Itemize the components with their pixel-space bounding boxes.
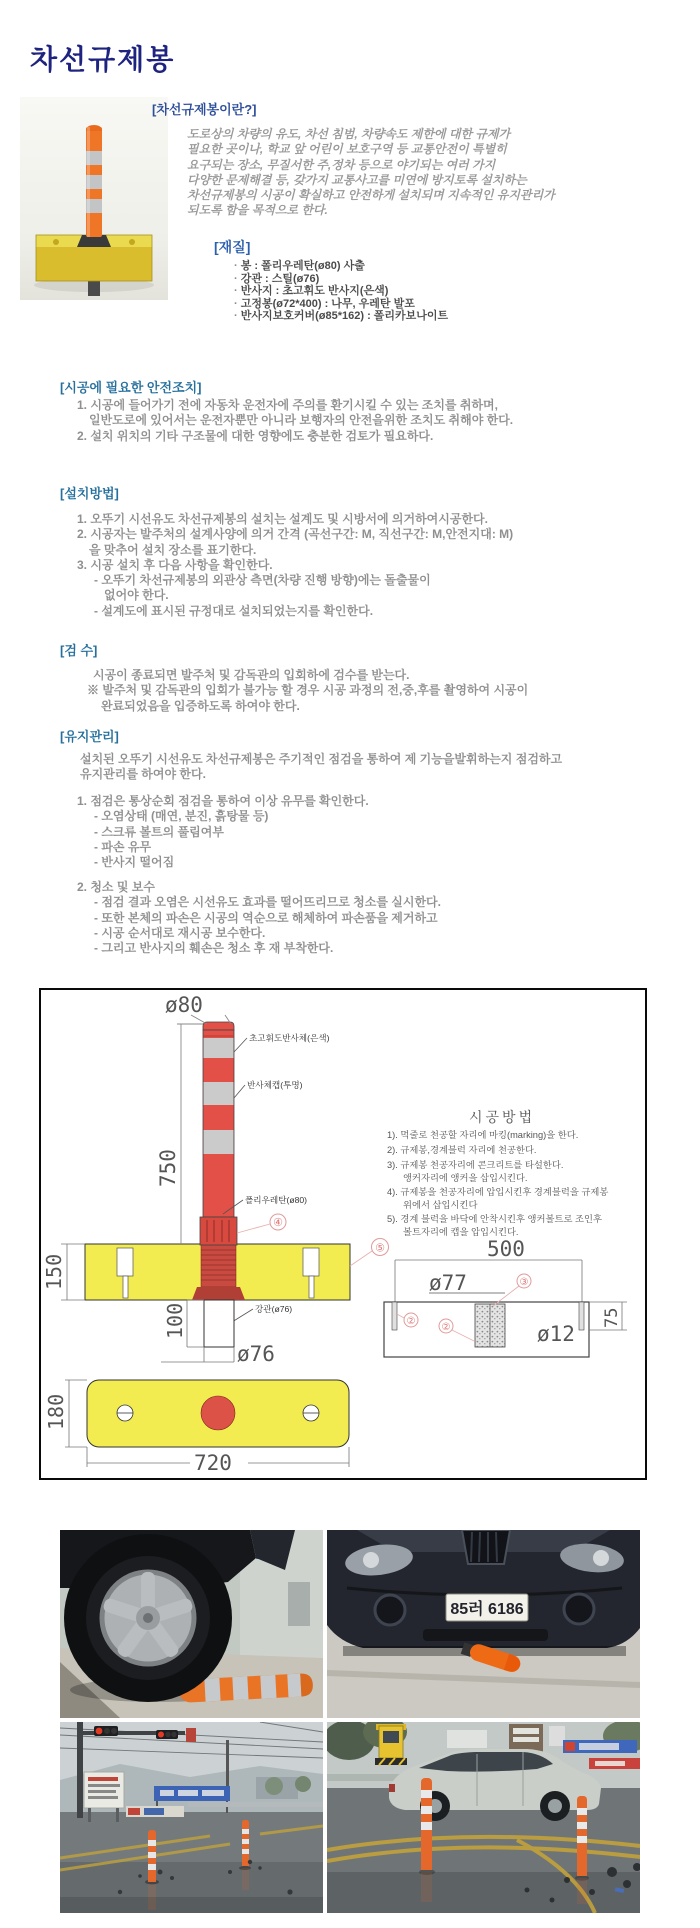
dim-180 [65,1380,87,1447]
label-cap: 반사체캡(투명) [247,1080,303,1090]
text-line: 3. 시공 설치 후 다음 사항을 확인한다. [77,557,273,572]
text-line: - 그리고 반사지의 훼손은 청소 후 재 부착한다. [94,941,334,956]
text-line: 되도록 함을 목적으로 한다. [187,203,328,218]
svg-text:③: ③ [519,1277,529,1288]
text-line: 시공이 종료되면 발주처 및 감독관의 입회하에 검수를 받는다. [93,668,410,682]
grille [462,1530,510,1564]
photo-rainy-road-car [327,1722,640,1913]
maintenance-check-list [77,794,369,870]
text-line: 2. 청소 및 보수 [77,880,155,894]
text-line: ※ 발주처 및 감독관의 입회가 불가능 할 경우 시공 과정의 전,중,후를 촬영하여 시공이 [87,683,529,698]
safety-list [77,398,513,444]
text-line: - 파손 유무 [94,839,152,854]
svg-text:⑤: ⑤ [375,1242,385,1255]
label-urethane: 폴리우레탄(ø80) [245,1195,308,1205]
license-plate-number: 85러 6186 [450,1601,524,1618]
text-line: 도로상의 차량의 유도, 차선 침범, 차량속도 제한에 대한 규제가 [187,127,511,141]
text-line: 없어야 한다. [104,588,169,603]
method-step: 2). 규제봉,경계블럭 자리에 천공한다. [387,1145,537,1155]
materials-heading: [재질] [214,239,251,255]
product-pole [77,125,111,247]
text-line: 필요한 곳이나, 학교 앞 어린이 보호구역 등 교통안전이 특별히 [187,142,507,157]
text-line: 2. 설치 위치의 기타 구조물에 대한 영향에도 충분한 검토가 필요하다. [77,428,434,443]
base-plan-view [87,1380,349,1447]
text-line: 요구되는 장소, 무질서한 주,정차 등으로 야기되는 여러 가지 [187,157,496,172]
fog-lamp-left [375,1595,405,1625]
maintenance-intro [80,752,562,783]
product-photo [20,97,168,300]
text-line: 2. 시공자는 발주처의 설계사양에 의거 간격 (곡선구간: M, 직선구간: M,안전지대: M) [77,527,514,542]
page-title: 차선규제봉 [30,44,176,75]
text-line: - 반사지 떨어짐 [94,855,175,870]
method-step: 위에서 삽입시킨다 [403,1200,478,1210]
method-step: 5). 경계 블럭을 바닥에 안착시킨후 앵커볼트로 조인후 [387,1214,602,1224]
toll-booth [375,1724,407,1765]
text-line: 1. 점검은 통상순회 점검을 통하여 이상 유무를 확인한다. [77,794,369,808]
method-step: 4). 규제봉을 천공자리에 압입시킨후 경계블럭을 규제봉 [387,1187,609,1197]
intro-paragraph [187,127,555,219]
bollard-2 [575,1796,589,1904]
maintenance-clean-list [77,880,441,956]
method-title: 시공방법 [469,1109,536,1125]
text-line: - 스크류 볼트의 풀림여부 [94,824,224,839]
list-item: · 봉 : 폴리우레탄(ø80) 사출 [234,260,448,273]
technical-drawing [39,988,647,1480]
list-item: · 고정봉(ø72*400) : 나무, 우레탄 발포 [234,298,448,311]
list-item: · 반사지 : 초고휘도 반사지(은색) [234,285,448,298]
svg-text:ø76: ø76 [237,1342,275,1366]
banner-blue [563,1740,637,1753]
banner-red [589,1758,640,1769]
method-step: 앵커자리에 앵커을 삽입시킨다. [403,1173,528,1183]
photo-car-front-over-bollard [327,1530,640,1718]
dim-150-label: 150 [42,1253,66,1290]
maintenance-heading: [유지관리] [60,729,119,744]
text-line: - 점검 결과 오염은 시선유도 효과를 떨어뜨리므로 청소를 실시한다. [94,895,441,910]
inspection-heading: [검 수] [60,643,98,658]
text-line: 다양한 문제해결 등, 갖가지 교통사고를 미연에 방지토록 설치하는 [187,172,527,187]
dim-d77-label: ø77 [429,1271,467,1295]
dim-500-label: 500 [487,1237,525,1261]
photo-wheel-over-bollard [60,1530,323,1718]
text-line: 완료되었음을 입증하도록 하여야 한다. [101,698,300,713]
photo3-svg [60,1722,323,1913]
text-line: 일반도로에 있어서는 운전자뿐만 아니라 보행자의 안전을위한 조치도 취해야 한다. [89,413,514,428]
fog-lamp-right [564,1594,594,1624]
list-item: · 반사지보호커버(ø85*162) : 폴리카보나이트 [234,310,448,323]
dim-d80-label: ø80 [165,993,203,1017]
install-list [77,512,513,619]
photo-rainy-intersection [60,1722,323,1913]
text-line: - 또한 본체의 파손은 시공의 역순으로 해체하여 파손품을 제거하고 [94,910,438,925]
signal-pole [77,1722,83,1818]
steel-pipe-section [204,1300,234,1347]
svg-text:②: ② [441,1322,451,1333]
svg-text:720: 720 [194,1451,232,1475]
text-line: - 오뚜기 차선규제봉의 외관상 측면(차량 진행 방향)에는 돌출물이 [94,573,431,588]
method-step: 1). 먹줄로 천공할 자리에 마킹(marking)을 한다. [387,1130,579,1140]
photo1-svg [60,1530,323,1718]
dim-d12-label: ø12 [537,1322,575,1346]
text-line: - 오염상태 (매연, 분진, 흙탕물 등) [94,809,269,824]
method-step: 3). 규제봉 천공자리에 콘크리트를 타설한다. [387,1160,564,1170]
dim-100-label: 100 [163,1302,187,1339]
install-heading: [설치방법] [60,486,119,501]
dim-720 [87,1447,349,1475]
list-item: · 강관 : 스틸(ø76) [234,273,448,286]
photo4-svg [327,1722,640,1913]
svg-text:④: ④ [273,1217,283,1229]
car-wheel [64,1534,232,1702]
text-line: 1. 오뚜기 시선유도 차선규제봉의 설치는 설계도 및 시방서에 의거하여시공한다. [77,512,488,526]
dim-180-label: 180 [44,1393,68,1430]
text-line: 을 맞추어 설치 장소를 표기한다. [89,542,257,557]
svg-text:②: ② [406,1316,416,1327]
dim-750-label: 750 [156,1149,180,1187]
text-line: - 설계도에 표시된 규정대로 설치되었는지를 확인한다. [94,603,374,618]
label-reflector: 초고휘도반사체(은색) [249,1033,330,1043]
photo2-svg [327,1530,640,1718]
block-detail-view [384,1237,627,1357]
text-line: - 시공 순서대로 재시공 보수한다. [94,925,266,940]
callout-mark-4 [237,1214,286,1233]
product-ground-pipe [88,281,100,296]
safety-heading: [시공에 필요한 안전조치] [60,380,202,395]
text-line: 차선규제봉의 시공이 확실하고 안전하게 설치되며 지속적인 유지관리가 [187,188,555,203]
dim-100 [187,1300,204,1347]
intro-heading: [차선규제봉이란?] [152,102,257,117]
callout-mark-3 [493,1274,531,1306]
product-bollard-illustration [20,97,168,300]
callout-mark-5 [350,1239,389,1267]
method-step: 볼트자리에 캡을 압입시킨다. [403,1227,519,1237]
inspection-list [82,668,528,714]
text-line: 1. 시공에 들어가기 전에 자동차 운전자에 주의를 환기시킬 수 있는 조치를 취하며, [77,398,498,412]
text-line: 유지관리를 하여야 한다. [80,767,206,782]
text-line: 설치된 오뚜기 시선유도 차선규제봉은 주기적인 점검을 통하여 제 기능을발휘하는지 점검하고 [80,752,563,766]
label-steel-pipe: 강관(ø76) [255,1304,293,1314]
method-steps [387,1129,608,1237]
technical-drawing-svg [41,990,645,1478]
materials-list [234,260,448,323]
dim-75-label: 75 [602,1307,622,1328]
